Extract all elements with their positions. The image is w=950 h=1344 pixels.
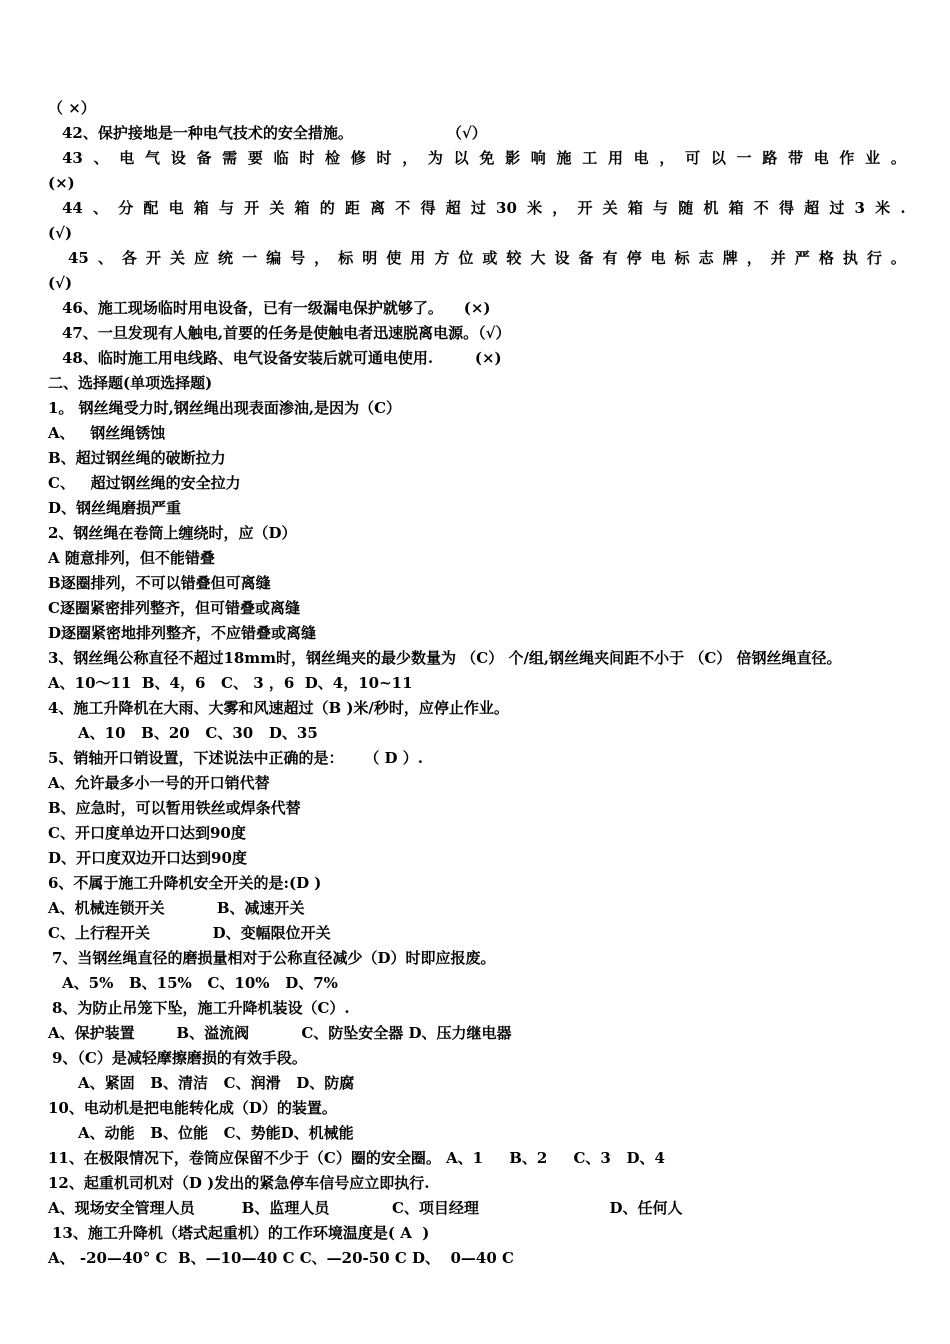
text-line: A、保护装置 B、溢流阀 C、防坠安全器 D、压力继电器: [48, 1024, 512, 1042]
text-line: 10、电动机是把电能转化成（D）的装置。: [48, 1099, 337, 1117]
text-line: D逐圈紧密地排列整齐，不应错叠或离缝: [48, 624, 317, 642]
text-line: D、开口度双边开口达到90度: [48, 849, 247, 867]
text-line: 9、（C）是减轻摩擦磨损的有效手段。: [52, 1049, 307, 1067]
text-line: A、10～11 B、4，6 C、 3 ，6 D、4，10~11: [48, 674, 413, 692]
text-line: A 随意排列，但不能错叠: [48, 549, 215, 567]
text-line: 43 、 电 气 设 备 需 要 临 时 检 修 时 ， 为 以 免 影 响 施 工 用 电 ， 可 以 一 路 带 电 作 业 。: [62, 149, 906, 167]
text-line: 47、一旦发现有人触电,首要的任务是使触电者迅速脱离电源。（√）: [62, 324, 511, 342]
text-line: 8、为防止吊笼下坠，施工升降机装设（C）.: [52, 999, 350, 1017]
text-line: C、开口度单边开口达到90度: [48, 824, 246, 842]
text-line: (√): [48, 274, 73, 292]
text-line: A、10 B、20 C、30 D、35: [78, 724, 318, 742]
text-line: 6、不属于施工升降机安全开关的是:(D ): [48, 874, 322, 892]
text-line: A、 钢丝绳锈蚀: [48, 424, 166, 442]
text-line: A、机械连锁开关 B、减速开关: [48, 899, 305, 917]
text-line: A、允许最多小一号的开口销代替: [48, 774, 270, 792]
text-line: C、上行程开关 D、变幅限位开关: [48, 924, 331, 942]
text-line: 42、保护接地是一种电气技术的安全措施。 （√）: [62, 124, 487, 142]
text-line: (√): [48, 224, 73, 242]
text-line: A、 -20—40° C B、—10—40 C C、—20-50 C D、 0—40 C: [48, 1249, 514, 1267]
text-line: 46、施工现场临时用电设备，已有一级漏电保护就够了。 (×): [62, 299, 491, 317]
text-line: 5、销轴开口销设置，下述说法中正确的是： （ D ）.: [48, 749, 424, 767]
text-line: A、紧固 B、清洁 C、润滑 D、防腐: [78, 1074, 355, 1092]
text-line: B、应急时，可以暂用铁丝或焊条代替: [48, 799, 301, 817]
text-line: 12、起重机司机对（D )发出的紧急停车信号应立即执行.: [48, 1174, 430, 1192]
text-line: C、 超过钢丝绳的安全拉力: [48, 474, 241, 492]
text-line: 二、选择题(单项选择题): [48, 374, 213, 392]
text-line: D、钢丝绳磨损严重: [48, 499, 182, 517]
text-line: 4、施工升降机在大雨、大雾和风速超过（B )米/秒时，应停止作业。: [48, 699, 509, 717]
text-line: 45 、 各 开 关 应 统 一 编 号 ， 标 明 使 用 方 位 或 较 大 设 备 有 停 电 标 志 牌 ， 并 严 格 执 行 。: [68, 249, 906, 267]
text-line: 44 、 分 配 电 箱 与 开 关 箱 的 距 离 不 得 超 过 30 米 ， 开 关 箱 与 随 机 箱 不 得 超 过 3 米 .: [62, 199, 906, 217]
text-line: 2、钢丝绳在卷筒上缠绕时，应（D）: [48, 524, 297, 542]
text-line: 11、在极限情况下，卷筒应保留不少于（C）圈的安全圈。 A、1 B、2 C、3 D、4: [48, 1149, 665, 1167]
text-line: 13、施工升降机（塔式起重机）的工作环境温度是( A ): [52, 1224, 430, 1242]
text-line: A、动能 B、位能 C、势能D、机械能: [78, 1124, 354, 1142]
text-line: 7、当钢丝绳直径的磨损量相对于公称直径减少（D）时即应报废。: [52, 949, 496, 967]
text-line: 48、临时施工用电线路、电气设备安装后就可通电使用. (×): [62, 349, 502, 367]
text-line: B逐圈排列，不可以错叠但可离缝: [48, 574, 271, 592]
text-line: 1。 钢丝绳受力时,钢丝绳出现表面渗油,是因为（C）: [48, 399, 402, 417]
text-line: B、超过钢丝绳的破断拉力: [48, 449, 226, 467]
text-line: A、现场安全管理人员 B、监理人员 C、项目经理 D、任何人: [48, 1199, 683, 1217]
text-line: C逐圈紧密排列整齐，但可错叠或离缝: [48, 599, 300, 617]
text-line: 3、钢丝绳公称直径不超过18mm时，钢丝绳夹的最少数量为 （C） 个/组,钢丝绳夹间距不小于 （C） 倍钢丝绳直径。: [48, 649, 842, 667]
text-line: （ ×）: [48, 99, 96, 117]
text-line: (×): [48, 174, 75, 192]
text-line: A、5% B、15% C、10% D、7%: [62, 974, 338, 992]
